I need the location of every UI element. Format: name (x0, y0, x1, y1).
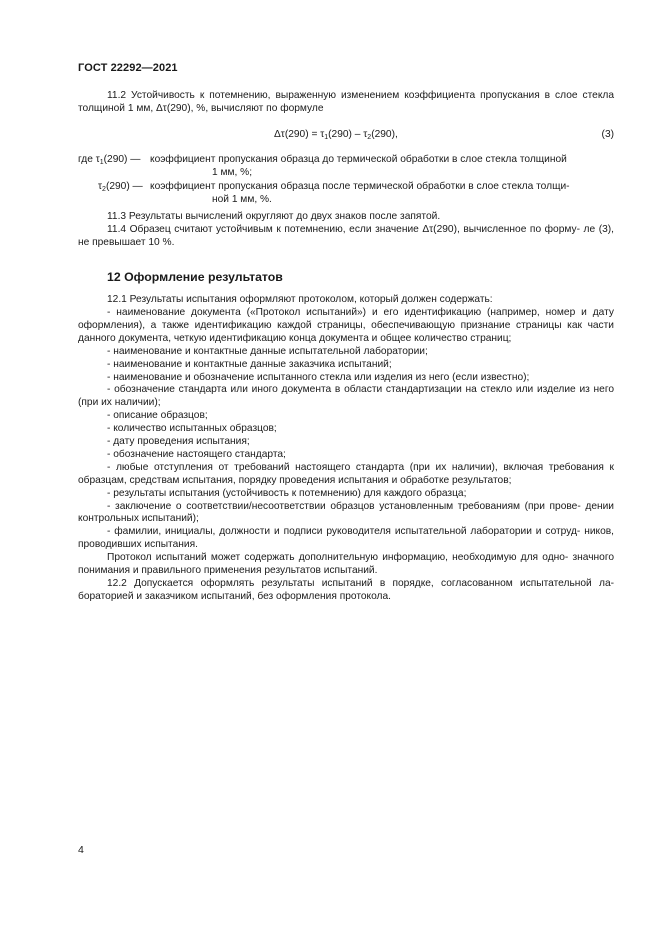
list-item: - наименование документа («Протокол испытаний») и его идентификацию (например, номер и дату оформления), а также идентификацию каждой страницы, обеспечивающую признание страницы как части данного документа, четкую идентификацию конца документа и общее количество страниц; (78, 306, 614, 344)
list-item: - наименование и контактные данные испытательной лаборатории; (107, 345, 428, 357)
list-item: - любые отступления от требований настоящего стандарта (при их наличии), включая требования к образцам, средствам испытания, порядку проведения испытания и обработке результатов; (78, 461, 614, 486)
list-item: - заключение о соответствии/несоответствии образцов установленным требованиям (при прове- дении контрольных испытаний); (78, 500, 614, 525)
legend-tau2: $\tau_2(290)$ — коэффициент пропускания образца после термической обработки в слое стекла толщи- (98, 180, 570, 193)
protocol-note: Протокол испытаний может содержать дополнительную информацию, необходимую для одно- значного понимания и правильного применения результатов испытаний. (78, 552, 614, 577)
clause-11-3: 11.3 Результаты вычислений округляют до двух знаков после запятой. (107, 211, 441, 223)
clause-12-1: 12.1 Результаты испытания оформляют протоколом, который должен содержать: (107, 294, 493, 306)
page-content (78, 90, 614, 604)
formula-number: (3) (601, 128, 614, 140)
document-code-header: ГОСТ 22292—2021 (78, 62, 178, 74)
list-item: - количество испытанных образцов; (107, 423, 277, 435)
legend-tau1: где $\tau_1(290)$ — коэффициент пропускания образца до термической обработки в слое стекла толщиной (78, 153, 567, 166)
clause-12-2: 12.2 Допускается оформлять результаты испытаний в порядке, согласованном испытательной ла- бораторией и заказчиком испытаний, без оформления протокола. (78, 578, 614, 602)
page-number: 4 (78, 844, 84, 856)
formula-expression: $\Delta\tau(290) = \tau_1(290) - \tau_2(290)$, (274, 128, 398, 141)
clause-11-4: 11.4 Образец считают устойчивым к потемнению, если значение Δτ(290), вычисленное по форму- ле (3), не превышает 10 %. (78, 224, 614, 249)
section-12-title: 12 Оформление результатов (107, 270, 283, 285)
list-item: - наименование и контактные данные заказчика испытаний; (107, 358, 392, 370)
list-item: - обозначение настоящего стандарта; (107, 448, 286, 460)
list-item: - обозначение стандарта или иного документа в области стандартизации на стекло или изделие из него (при их наличии); (78, 384, 614, 409)
formula-3 (78, 129, 614, 142)
list-item: - результаты испытания (устойчивость к потемнению) для каждого образца; (107, 487, 467, 499)
list-item: - описание образцов; (107, 410, 208, 422)
list-item: - дату проведения испытания; (107, 436, 250, 448)
formula-legend: где $\tau_1(290)$ — коэффициент пропускания образца до термической обработки в слое стекла толщиной 1 мм, %; $\tau_2(290)$ — коэффициент пропускания образца после термической обработки в слое стекла толщи- ной 1 мм, %. (78, 154, 614, 207)
list-item: - наименование и обозначение испытанного стекла или изделия из него (если известно); (107, 371, 530, 383)
list-item: - фамилии, инициалы, должности и подписи руководителя испытательной лаборатории и сотруд- ников, проводивших испытания. (78, 526, 614, 551)
clause-11-2: 11.2 Устойчивость к потемнению, выраженную изменением коэффициента пропускания в слое стекла толщиной 1 мм, Δτ(290), %, вычисляют по формуле (78, 90, 614, 114)
